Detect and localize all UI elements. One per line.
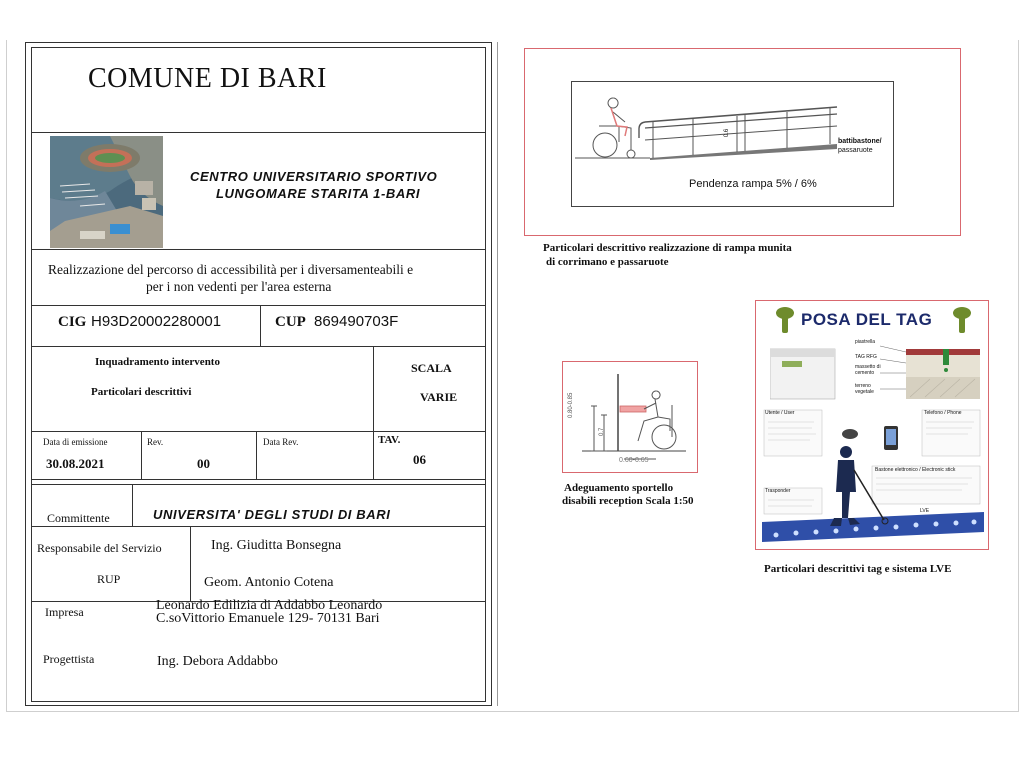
tag-header: POSA DEL TAG xyxy=(801,310,933,329)
rup-value: Geom. Antonio Cotena xyxy=(204,575,334,590)
page-edge-right xyxy=(1018,40,1019,712)
municipality-title: COMUNE DI BARI xyxy=(88,63,327,94)
label-phone: Telefono / Phone xyxy=(924,410,962,416)
tag-caption: Particolari descrittivi tag e sistema LVE xyxy=(764,563,952,575)
rev-label: Rev. xyxy=(147,437,164,447)
lve-system-drawing xyxy=(762,408,984,548)
label-tag: TAG RFG xyxy=(855,354,877,360)
company-label: Impresa xyxy=(45,605,84,619)
counter-caption-line2: disabili reception Scala 1:50 xyxy=(562,495,694,507)
cup-label: CUP xyxy=(275,314,306,330)
tag-pin-right-icon xyxy=(952,305,972,335)
page-divider xyxy=(497,42,498,706)
scale-label: SCALA xyxy=(411,361,452,375)
handrail-label: battibastone/ xyxy=(838,138,882,145)
ramp-caption-line2: di corrimano e passaruote xyxy=(546,256,669,268)
service-manager-label: Responsabile del Servizio xyxy=(37,541,162,555)
tav-value: 06 xyxy=(413,452,426,467)
cig-label: CIG xyxy=(58,314,87,330)
project-name-line1: CENTRO UNIVERSITARIO SPORTIVO xyxy=(190,169,438,184)
client-value: UNIVERSITA' DEGLI STUDI DI BARI xyxy=(153,507,391,522)
counter-height-range: 0.80-0.85 xyxy=(568,392,574,418)
ramp-caption-line1: Particolari descrittivo realizzazione di rampa munita xyxy=(543,242,792,254)
company-line1: Leonardo Edilizia di Addabbo Leonardo xyxy=(156,598,383,613)
label-pavement: piastrella xyxy=(855,339,876,345)
description-line1: Realizzazione del percorso di accessibilità per i diversamenteabili e xyxy=(48,262,414,277)
label-stick: Bastone elettronico / Electronic stick xyxy=(875,467,956,473)
framing-label: Inquadramento intervento xyxy=(95,356,220,368)
rup-label: RUP xyxy=(97,572,121,586)
label-ground: terreno vegetale xyxy=(855,383,874,395)
ramp-slope-text: Pendenza rampa 5% / 6% xyxy=(689,178,817,190)
rev-value: 00 xyxy=(197,456,210,471)
details-label: Particolari descrittivi xyxy=(91,386,192,398)
company-line2: C.soVittorio Emanuele 129- 70131 Bari xyxy=(156,611,380,626)
label-lve: LVE xyxy=(920,508,930,514)
counter-caption-line1: Adeguamento sportello xyxy=(564,482,674,494)
counter-height-mid: 0.7 xyxy=(599,427,605,436)
tag-pin-left-icon xyxy=(775,305,795,335)
page-edge-bottom xyxy=(6,711,1019,712)
designer-label: Progettista xyxy=(43,652,95,666)
client-label: Committente xyxy=(47,511,110,525)
project-name-line2: LUNGOMARE STARITA 1-BARI xyxy=(216,186,421,201)
label-transponder: Trasponder xyxy=(765,488,791,494)
cig-value: H93D20002280001 xyxy=(91,313,222,330)
issue-date-label: Data di emissione xyxy=(43,437,108,447)
service-manager-value: Ing. Giuditta Bonsegna xyxy=(211,538,342,553)
description-line2: per i non vedenti per l'area esterna xyxy=(146,279,332,294)
page-edge-left xyxy=(6,40,7,712)
wheel-guard-label: passaruote xyxy=(838,147,873,154)
label-user: Utente / User xyxy=(765,410,795,416)
ramp-height-label: 0.6 xyxy=(724,128,731,138)
label-cement: massetto di cemento xyxy=(855,364,881,376)
cup-value: 869490703F xyxy=(314,313,399,330)
counter-drawing xyxy=(574,371,692,466)
issue-date-value: 30.08.2021 xyxy=(46,456,105,471)
counter-width-range: 0.60-0.65 xyxy=(619,457,649,464)
rev-date-label: Data Rev. xyxy=(263,437,299,447)
aerial-photo xyxy=(50,136,163,248)
tav-label: TAV. xyxy=(378,434,401,446)
scale-value: VARIE xyxy=(420,390,458,404)
designer-value: Ing. Debora Addabbo xyxy=(157,654,278,669)
